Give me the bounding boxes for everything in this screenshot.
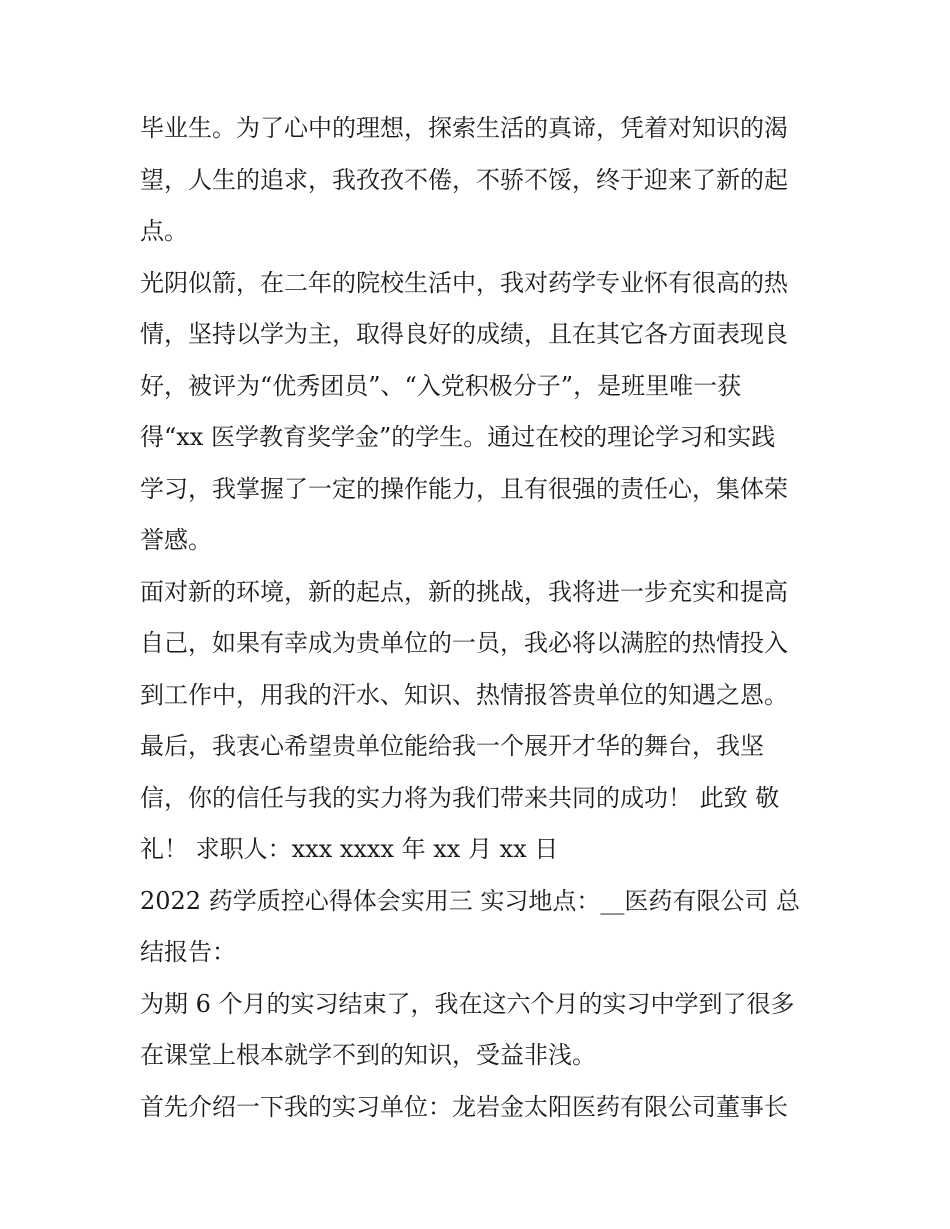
text-line-8: 学习，我掌握了一定的操作能力，且有很强的责任心，集体荣 [140, 475, 788, 503]
text-line-2: 望，人生的追求，我孜孜不倦，不骄不馁，终于迎来了新的起 [140, 166, 788, 194]
text-line-12: 到工作中，用我的汗水、知识、热情报答贵单位的知遇之恩。 [140, 681, 788, 709]
text-line-1: 毕业生。为了心中的理想，探索生活的真谛，凭着对知识的渴 [140, 114, 788, 142]
text-line-11: 自己，如果有幸成为贵单位的一员，我必将以满腔的热情投入 [140, 629, 788, 657]
text-line-18: 为期 6 个月的实习结束了，我在这六个月的实习中学到了很多 [140, 990, 795, 1018]
text-line-17: 结报告： [140, 938, 236, 966]
text-line-13: 最后，我衷心希望贵单位能给我一个展开才华的舞台，我坚 [140, 732, 764, 760]
text-line-20: 首先介绍一下我的实习单位：龙岩金太阳医药有限公司董事长 [140, 1093, 788, 1121]
text-line-14: 信，你的信任与我的实力将为我们带来共同的成功！ 此致 敬 [140, 784, 780, 812]
text-line-3: 点。 [140, 217, 188, 245]
text-line-7: 得“xx 医学教育奖学金”的学生。通过在校的理论学习和实践 [140, 423, 776, 451]
text-line-19: 在课堂上根本就学不到的知识，受益非浅。 [140, 1041, 596, 1069]
text-line-16: 2022 药学质控心得体会实用三 实习地点：__医药有限公司 总 [140, 887, 800, 915]
text-line-15: 礼！ 求职人：xxx xxxx 年 xx 月 xx 日 [140, 835, 559, 863]
text-line-9: 誉感。 [140, 526, 212, 554]
text-line-5: 情，坚持以学为主，取得良好的成绩，且在其它各方面表现良 [140, 320, 788, 348]
text-line-4: 光阴似箭，在二年的院校生活中，我对药学专业怀有很高的热 [140, 269, 788, 297]
text-line-6: 好，被评为“优秀团员”、“入党积极分子”，是班里唯一获 [140, 372, 742, 400]
text-line-10: 面对新的环境，新的起点，新的挑战，我将进一步充实和提高 [140, 578, 788, 606]
